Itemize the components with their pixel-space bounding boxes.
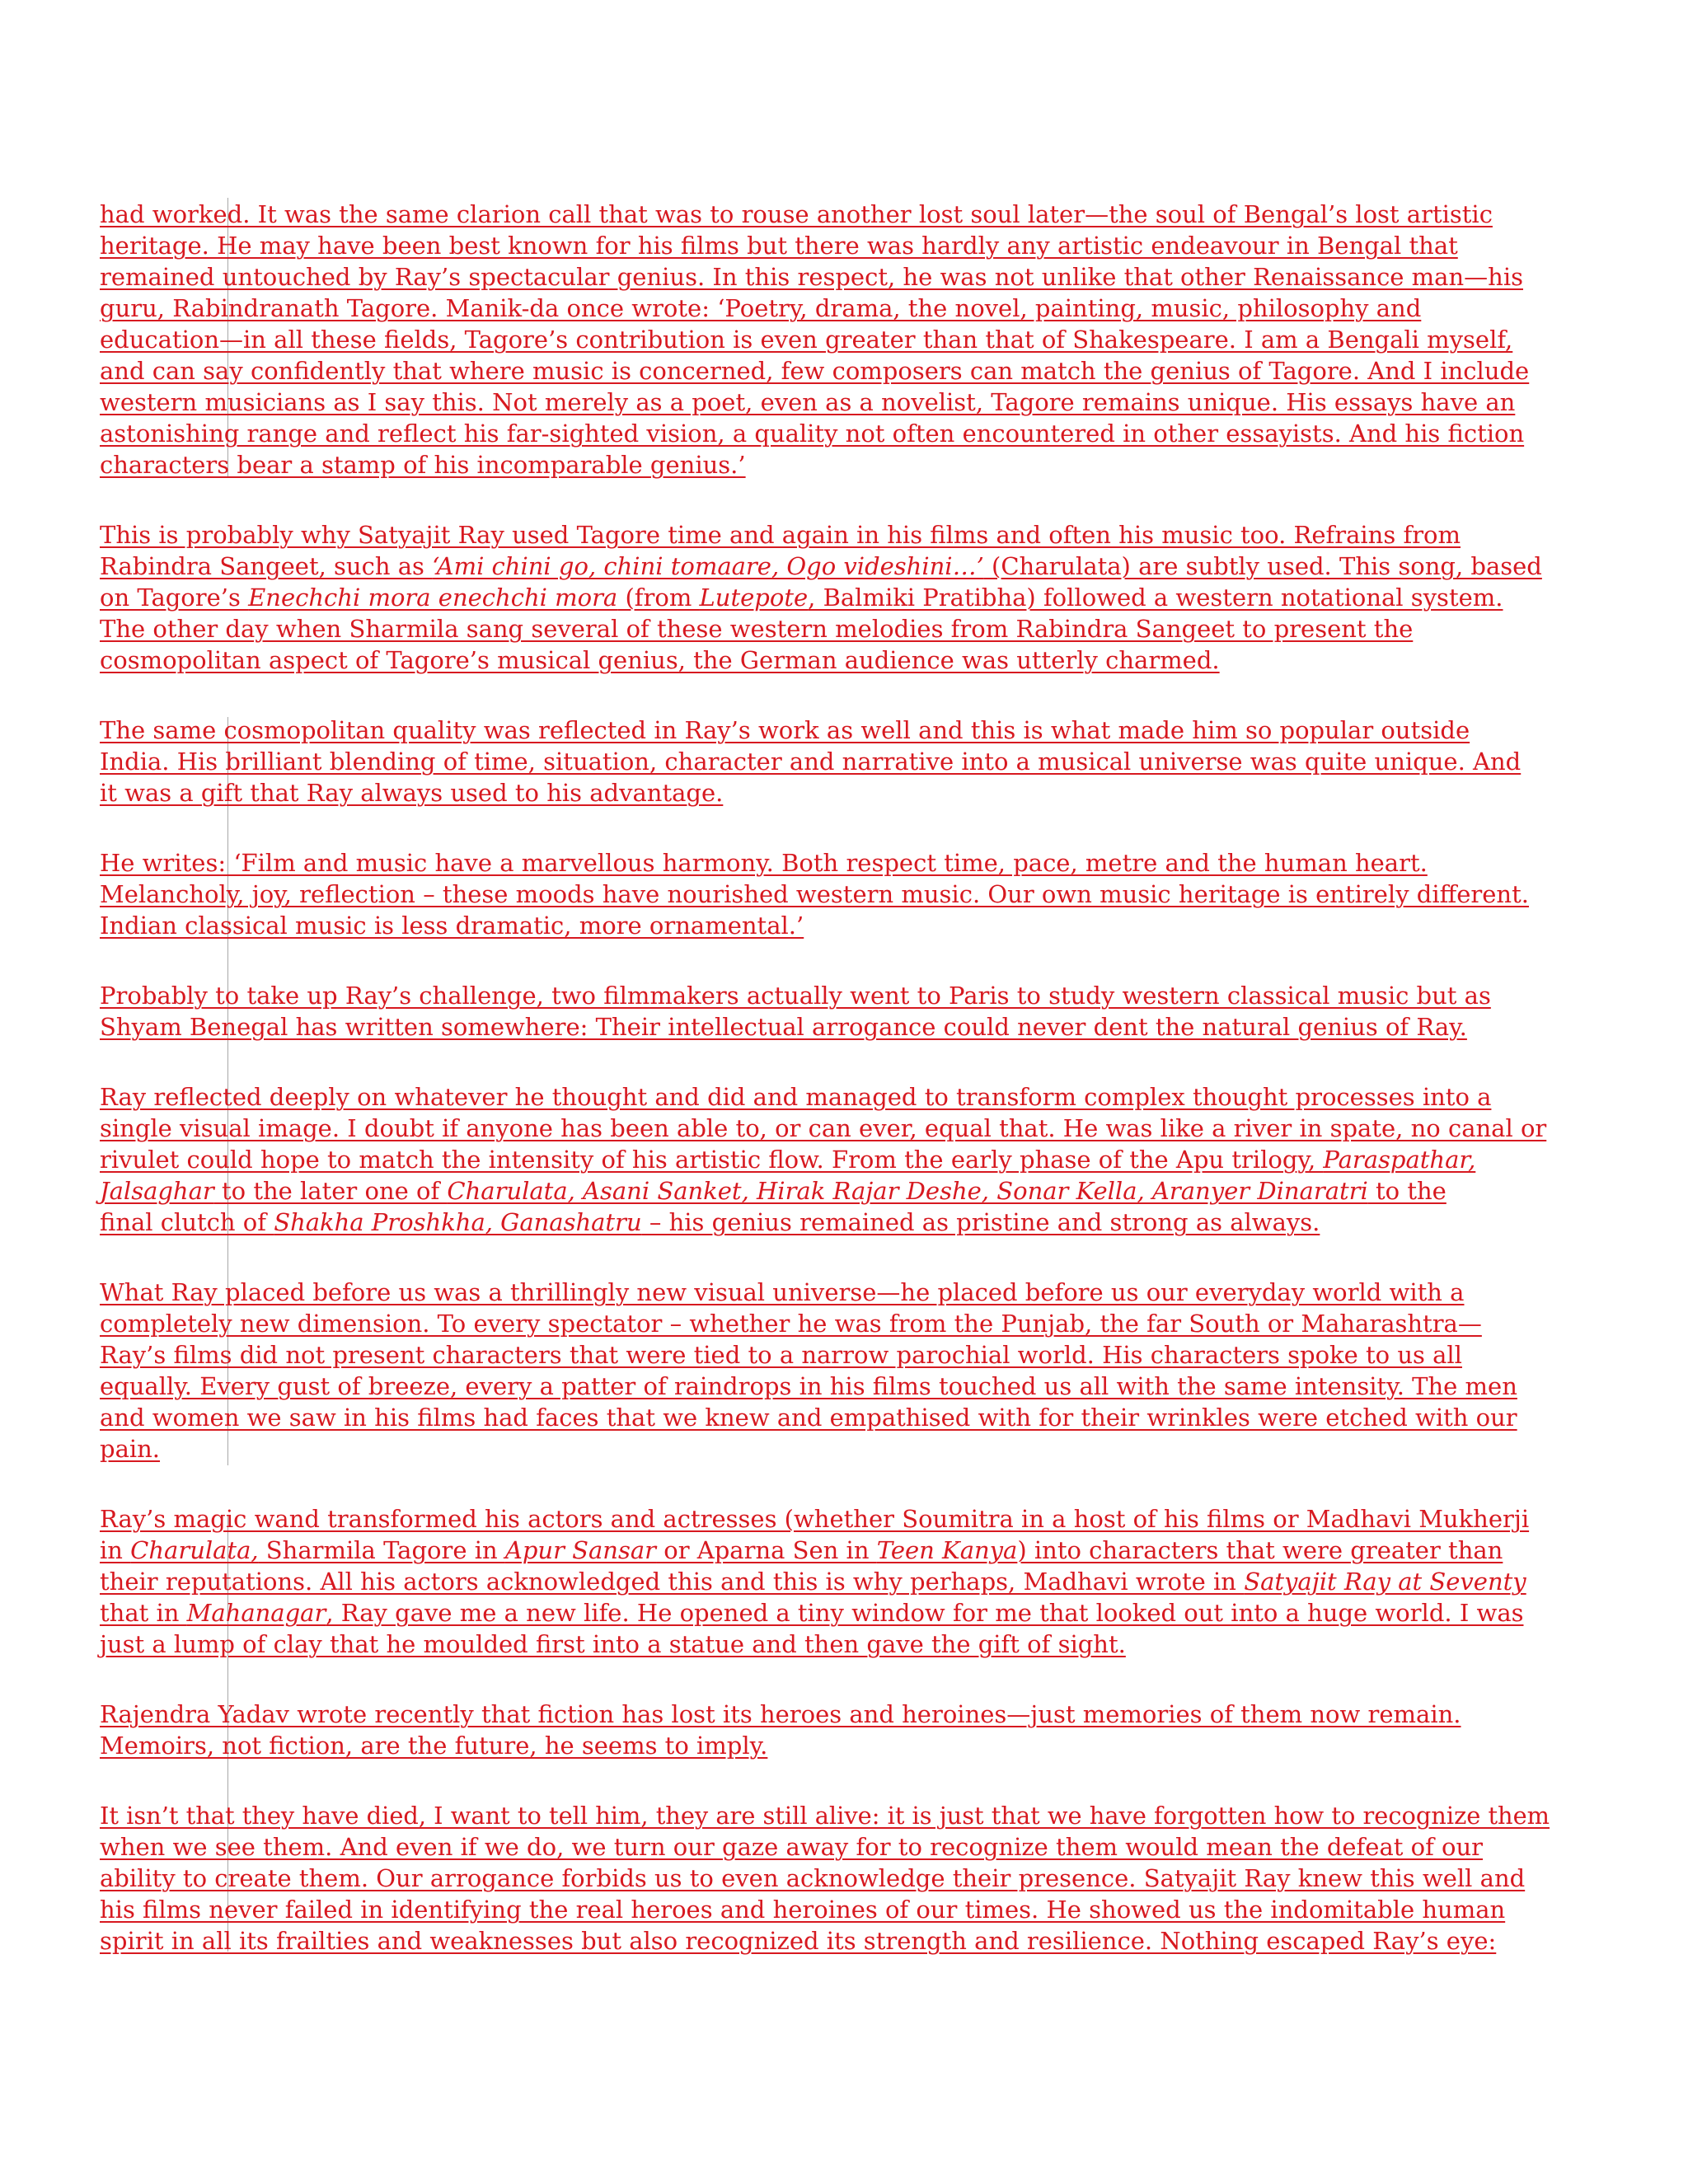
underlined-text xyxy=(100,1568,1526,1596)
text-run: to the later one of xyxy=(213,1177,448,1205)
text-line xyxy=(100,777,1550,808)
underlined-text xyxy=(100,1177,1447,1205)
text-line xyxy=(100,1535,1550,1566)
italic-title-text: Paraspathar, xyxy=(1323,1146,1476,1174)
underlined-text xyxy=(100,1505,1529,1533)
text-line xyxy=(100,1566,1550,1597)
text-run: astonishing range and reflect his far-sighted vision, a quality not often encountered in other essayists. And his fiction xyxy=(100,419,1525,448)
text-run: when we see them. And even if we do, we turn our gaze away for to recognize them would mean the defeat of our xyxy=(100,1833,1484,1861)
underlined-text xyxy=(100,388,1515,416)
italic-title-text: ‘Ami chini go, chini tomaare, Ogo videshini…’ xyxy=(432,552,984,580)
text-line xyxy=(100,847,1550,879)
text-run: or Aparna Sen in xyxy=(656,1536,877,1564)
text-run: equally. Every gust of breeze, every a patter of raindrops in his films touched us all with the same intensity. The men xyxy=(100,1372,1517,1400)
underlined-text xyxy=(100,1208,1320,1236)
text-run: This is probably why Satyajit Ray used Tagore time and again in his films and often his music too. Refrains from xyxy=(100,521,1461,549)
text-run: Ray’s films did not present characters that were tied to a narrow parochial world. His characters spoke to us all xyxy=(100,1341,1462,1369)
text-run: heritage. He may have been best known for his films but there was hardly any artistic endeavour in Bengal that xyxy=(100,232,1458,260)
underlined-text xyxy=(100,583,1503,612)
text-run: , Balmiki Pratibha) followed a western notational system. xyxy=(808,583,1503,612)
underlined-text xyxy=(100,294,1421,322)
paragraph xyxy=(100,1503,1550,1660)
text-run: rivulet could hope to match the intensity of his artistic flow. From the early phase of the Apu trilogy, xyxy=(100,1146,1324,1174)
text-run: Memoirs, not fiction, are the future, he seems to imply. xyxy=(100,1732,768,1760)
text-run: final clutch of xyxy=(100,1208,274,1236)
underlined-text xyxy=(100,419,1524,448)
text-run: western musicians as I say this. Not merely as a poet, even as a novelist, Tagore remains unique. His essays have an xyxy=(100,388,1516,416)
text-run: Sharmila Tagore in xyxy=(258,1536,505,1564)
text-run: Rajendra Yadav wrote recently that fiction has lost its heroes and heroines—just memories of them now remain. xyxy=(100,1700,1461,1728)
text-line xyxy=(100,1863,1550,1894)
paragraph xyxy=(100,1277,1550,1465)
underlined-text xyxy=(100,1536,1503,1564)
text-line xyxy=(100,746,1550,777)
underlined-text xyxy=(100,1802,1550,1830)
text-line xyxy=(100,418,1550,449)
underlined-text xyxy=(100,615,1413,643)
text-run: (Charulata) are subtly used. This song, based xyxy=(983,552,1542,580)
text-run: guru, Rabindranath Tagore. Manik-da once wrote: ‘Poetry, drama, the novel, painting, music, philosophy and xyxy=(100,294,1422,322)
text-run: on Tagore’s xyxy=(100,583,249,612)
text-run: characters bear a stamp of his incomparable genius.’ xyxy=(100,451,746,479)
italic-title-text: Satyajit Ray at Seventy xyxy=(1244,1568,1526,1596)
underlined-text xyxy=(100,1927,1496,1955)
underlined-text xyxy=(100,1404,1517,1432)
italic-title-text: Charulata, Asani Sanket, Hirak Rajar Deshe, Sonar Kella, Aranyer Dinaratri xyxy=(447,1177,1368,1205)
text-run: ) into characters that were greater than xyxy=(1017,1536,1503,1564)
text-line xyxy=(100,293,1550,324)
underlined-text xyxy=(100,451,746,479)
underlined-text xyxy=(100,200,1493,228)
text-run: pain. xyxy=(100,1435,161,1463)
underlined-text xyxy=(100,849,1428,877)
text-run: Indian classical music is less dramatic, more ornamental.’ xyxy=(100,912,804,940)
underlined-text xyxy=(100,1310,1482,1338)
underlined-text xyxy=(100,1732,767,1760)
text-run: and can say confidently that where music is concerned, few composers can match the genius of Tagore. And I include xyxy=(100,357,1530,385)
italic-title-text: Shakha Proshkha, Ganashatru xyxy=(274,1208,642,1236)
text-run: to the xyxy=(1367,1177,1447,1205)
paragraph xyxy=(100,519,1550,676)
text-run: Ray’s magic wand transformed his actors and actresses (whether Soumitra in a host of his films or Madhavi Mukherji xyxy=(100,1505,1530,1533)
text-line xyxy=(100,1371,1550,1402)
underlined-text xyxy=(100,263,1523,291)
text-line xyxy=(100,910,1550,941)
underlined-text xyxy=(100,1864,1525,1892)
text-line xyxy=(100,1597,1550,1629)
text-line xyxy=(100,1011,1550,1043)
italic-title-text: Apur Sansar xyxy=(504,1536,657,1564)
paragraph xyxy=(100,715,1550,808)
text-run: Probably to take up Ray’s challenge, two filmmakers actually went to Paris to study western classical music but as xyxy=(100,982,1491,1010)
text-run: He writes: ‘Film and music have a marvellous harmony. Both respect time, pace, metre and the human heart. xyxy=(100,849,1428,877)
text-line xyxy=(100,1277,1550,1308)
underlined-text xyxy=(100,880,1529,908)
text-run: single visual image. I doubt if anyone has been able to, or can ever, equal that. He was like a river in spate, no canal or xyxy=(100,1114,1547,1142)
text-line xyxy=(100,1081,1550,1113)
underlined-text xyxy=(100,1114,1546,1142)
italic-title-text: Lutepote xyxy=(699,583,809,612)
text-run: their reputations. All his actors acknowledged this and this is why perhaps, Madhavi wrote in xyxy=(100,1568,1245,1596)
underlined-text xyxy=(100,1278,1464,1306)
underlined-text xyxy=(100,1435,160,1463)
text-line xyxy=(100,644,1550,676)
italic-title-text: Jalsaghar xyxy=(100,1177,214,1205)
text-line xyxy=(100,1402,1550,1433)
paragraph xyxy=(100,980,1550,1043)
text-line xyxy=(100,1308,1550,1339)
text-run: Melancholy, joy, reflection – these moods have nourished western music. Our own music heritage is entirely different. xyxy=(100,880,1529,908)
text-run: Shyam Benegal has written somewhere: Their intellectual arrogance could never dent the natural genius of Ray. xyxy=(100,1013,1467,1041)
text-line xyxy=(100,1925,1550,1957)
italic-title-text: Enechchi mora enechchi mora xyxy=(248,583,618,612)
text-run: completely new dimension. To every spectator – whether he was from the Punjab, the far South or Maharashtra— xyxy=(100,1310,1482,1338)
underlined-text xyxy=(100,748,1521,776)
underlined-text xyxy=(100,1372,1517,1400)
text-run: spirit in all its frailties and weaknesses but also recognized its strength and resilience. Nothing escaped Ray’s eye: xyxy=(100,1927,1497,1955)
text-run: in xyxy=(100,1536,131,1564)
paragraph xyxy=(100,1800,1550,1957)
underlined-text xyxy=(100,232,1458,260)
text-run: ability to create them. Our arrogance forbids us to even acknowledge their presence. Satyajit Ray knew this well and xyxy=(100,1864,1526,1892)
text-line xyxy=(100,449,1550,480)
text-line xyxy=(100,1503,1550,1535)
italic-title-text: Mahanagar xyxy=(186,1599,326,1627)
text-line xyxy=(100,324,1550,355)
text-line xyxy=(100,1113,1550,1144)
underlined-text xyxy=(100,1700,1461,1728)
text-line xyxy=(100,1433,1550,1465)
text-line xyxy=(100,980,1550,1011)
text-line xyxy=(100,1144,1550,1175)
text-line xyxy=(100,387,1550,418)
paragraph xyxy=(100,1699,1550,1761)
text-line xyxy=(100,1800,1550,1831)
italic-title-text: Charulata, xyxy=(130,1536,259,1564)
paragraph xyxy=(100,847,1550,941)
underlined-text xyxy=(100,646,1220,674)
text-line xyxy=(100,1629,1550,1660)
text-line xyxy=(100,261,1550,293)
text-run: just a lump of clay that he moulded first into a statue and then gave the gift of sight. xyxy=(100,1630,1126,1658)
text-line xyxy=(100,613,1550,644)
text-run: Rabindra Sangeet, such as xyxy=(100,552,433,580)
text-line xyxy=(100,1207,1550,1238)
underlined-text xyxy=(100,779,723,807)
text-line xyxy=(100,230,1550,261)
underlined-text xyxy=(100,1146,1475,1174)
underlined-text xyxy=(100,552,1542,580)
text-run: It isn’t that they have died, I want to tell him, they are still alive: it is just that we have forgotten how to recognize them xyxy=(100,1802,1550,1830)
text-run: that in xyxy=(100,1599,187,1627)
text-line xyxy=(100,715,1550,746)
text-line xyxy=(100,1339,1550,1371)
text-line xyxy=(100,519,1550,551)
text-run: Ray reflected deeply on whatever he thought and did and managed to transform complex thought processes into a xyxy=(100,1083,1492,1111)
italic-title-text: Teen Kanya xyxy=(876,1536,1018,1564)
text-run: remained untouched by Ray’s spectacular genius. In this respect, he was not unlike that other Renaissance man—his xyxy=(100,263,1523,291)
underlined-text xyxy=(100,912,804,940)
text-run: The same cosmopolitan quality was reflected in Ray’s work as well and this is what made him so popular outside xyxy=(100,716,1470,744)
text-line xyxy=(100,582,1550,613)
underlined-text xyxy=(100,326,1512,354)
text-run: it was a gift that Ray always used to his advantage. xyxy=(100,779,724,807)
underlined-text xyxy=(100,716,1470,744)
text-run: India. His brilliant blending of time, situation, character and narrative into a musical universe was quite unique. And xyxy=(100,748,1522,776)
text-line xyxy=(100,1730,1550,1761)
paragraph xyxy=(100,1081,1550,1238)
text-line xyxy=(100,1831,1550,1863)
underlined-text xyxy=(100,1833,1483,1861)
text-line xyxy=(100,1699,1550,1730)
text-run: education—in all these fields, Tagore’s contribution is even greater than that of Shakespeare. I am a Bengali myself, xyxy=(100,326,1513,354)
underlined-text xyxy=(100,1083,1491,1111)
text-run: The other day when Sharmila sang several of these western melodies from Rabindra Sangeet to present the xyxy=(100,615,1414,643)
underlined-text xyxy=(100,521,1461,549)
underlined-text xyxy=(100,357,1529,385)
underlined-text xyxy=(100,1896,1505,1924)
text-run: – his genius remained as pristine and strong as always. xyxy=(641,1208,1320,1236)
text-run: , Ray gave me a new life. He opened a tiny window for me that looked out into a huge world. I was xyxy=(326,1599,1524,1627)
body-text xyxy=(100,199,1550,1957)
underlined-text xyxy=(100,1341,1462,1369)
underlined-text xyxy=(100,1013,1467,1041)
paragraph xyxy=(100,199,1550,480)
underlined-text xyxy=(100,1599,1523,1627)
text-line xyxy=(100,1894,1550,1925)
text-run: had worked. It was the same clarion call that was to rouse another lost soul later—the soul of Bengal’s lost artistic xyxy=(100,200,1493,228)
text-line xyxy=(100,551,1550,582)
text-line xyxy=(100,879,1550,910)
text-run: cosmopolitan aspect of Tagore’s musical genius, the German audience was utterly charmed. xyxy=(100,646,1220,674)
text-run: his films never failed in identifying the real heroes and heroines of our times. He showed us the indomitable human xyxy=(100,1896,1506,1924)
text-run: What Ray placed before us was a thrillingly new visual universe—he placed before us our everyday world with a xyxy=(100,1278,1465,1306)
text-line xyxy=(100,199,1550,230)
text-line xyxy=(100,1175,1550,1207)
text-run: and women we saw in his films had faces that we knew and empathised with for their wrinkles were etched with our xyxy=(100,1404,1517,1432)
text-run: (from xyxy=(617,583,700,612)
underlined-text xyxy=(100,1630,1126,1658)
text-line xyxy=(100,355,1550,387)
underlined-text xyxy=(100,982,1491,1010)
